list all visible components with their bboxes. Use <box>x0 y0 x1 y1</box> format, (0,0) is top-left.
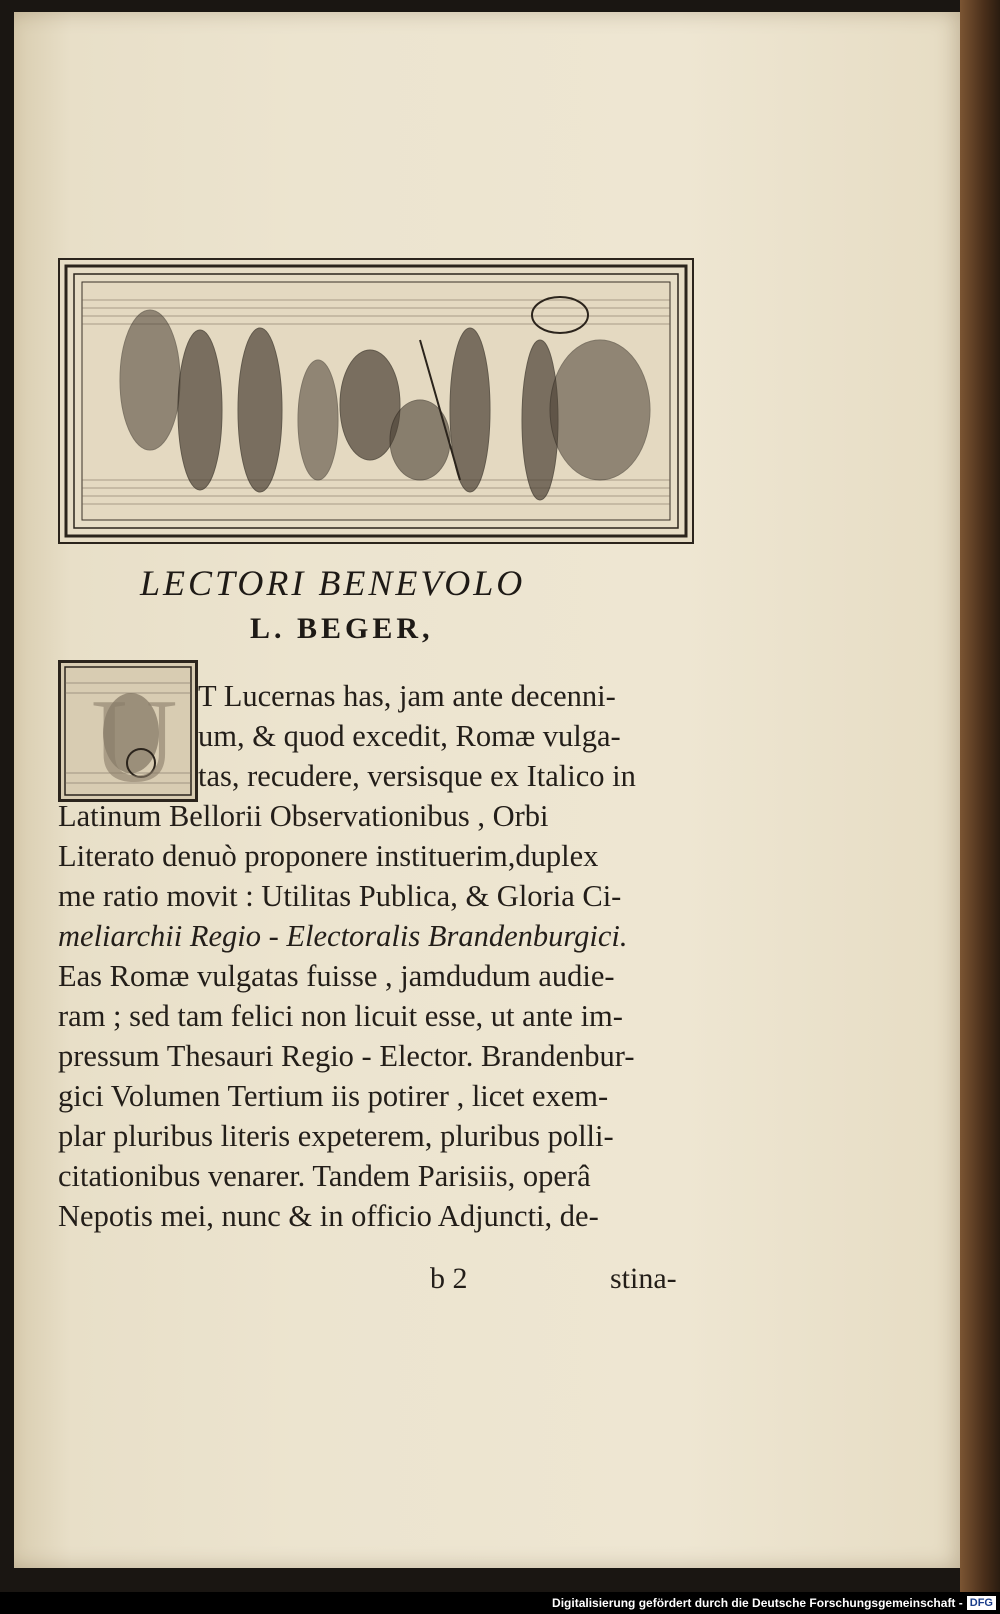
text-line: plar pluribus literis expeterem, pluribus polli- <box>58 1119 614 1153</box>
body-text <box>58 676 686 1236</box>
dfg-logo: DFG <box>967 1596 996 1610</box>
drop-cap-letter: U <box>91 674 178 799</box>
text-line: Nepotis mei, nunc & in officio Adjuncti, de- <box>58 1199 599 1233</box>
text-line: T Lucernas has, jam ante decenni- <box>198 679 616 713</box>
page-signature: b 2 <box>430 1262 468 1295</box>
text-line: Literato denuò proponere instituerim,duplex <box>58 839 599 873</box>
text-line: ram ; sed tam felici non licuit esse, ut ante im- <box>58 999 623 1033</box>
text-line: um, & quod excedit, Romæ vulga- <box>198 719 621 753</box>
text-line: citationibus venarer. Tandem Parisiis, operâ <box>58 1159 591 1193</box>
text-line: pressum Thesauri Regio - Elector. Brandenbur- <box>58 1039 635 1073</box>
engraved-vignette <box>58 258 694 544</box>
digitization-banner <box>0 1592 1000 1614</box>
heading-author: L. BEGER, <box>250 612 434 645</box>
heading-title: LECTORI BENEVOLO <box>140 563 526 603</box>
book-edge <box>960 0 1000 1614</box>
text-line: tas, recudere, versisque ex Italico in <box>198 759 636 793</box>
catchword: stina- <box>610 1262 677 1295</box>
text-line: me ratio movit : Utilitas Publica, & Gloria Ci- <box>58 879 622 913</box>
text-line: meliarchii Regio - Electoralis Brandenburgici. <box>58 919 628 953</box>
banner-text: Digitalisierung gefördert durch die Deutsche Forschungsgemeinschaft - <box>552 1596 963 1610</box>
vignette-illustration <box>60 260 692 542</box>
text-line: gici Volumen Tertium iis potirer , licet exem- <box>58 1079 609 1113</box>
text-line: Eas Romæ vulgatas fuisse , jamdudum audie- <box>58 959 615 993</box>
text-line: Latinum Bellorii Observationibus , Orbi <box>58 799 549 833</box>
